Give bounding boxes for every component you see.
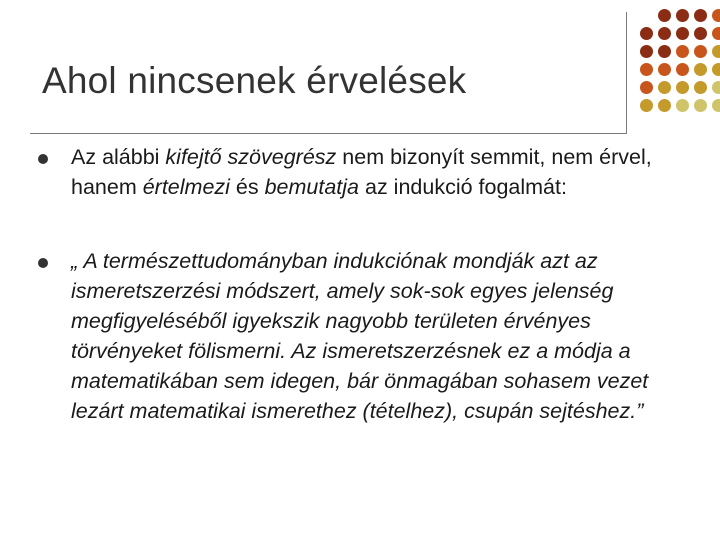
decorative-dot (712, 99, 720, 112)
decorative-dot (658, 27, 671, 40)
text-segment: nem bizonyít semmit, nem érvel, hanem (71, 145, 652, 199)
decorative-dot (658, 99, 671, 112)
italic-segment: értelmezi (142, 175, 230, 199)
decorative-dot (694, 63, 707, 76)
decorative-dot (712, 63, 720, 76)
text-segment: az indukció fogalmát: (359, 175, 567, 199)
italic-segment: bemutatja (264, 175, 360, 199)
bullet-point-icon (38, 258, 48, 268)
bullet-text-1 (71, 142, 683, 202)
decorative-dot (676, 9, 689, 22)
decorative-dot (640, 81, 653, 94)
vertical-divider-line (626, 12, 627, 133)
decorative-dot (676, 45, 689, 58)
decorative-dot (676, 27, 689, 40)
decorative-dot (694, 99, 707, 112)
decorative-dot (658, 63, 671, 76)
decorative-dot (694, 27, 707, 40)
bullet-point-icon (38, 154, 48, 164)
decorative-dot (712, 81, 720, 94)
decorative-dot (712, 45, 720, 58)
italic-segment: kifejtő szövegrész (165, 145, 337, 169)
decorative-dot (658, 9, 671, 22)
decorative-dot (694, 9, 707, 22)
horizontal-divider-line (30, 133, 627, 134)
text-segment: és (229, 175, 265, 199)
decorative-dot (640, 63, 653, 76)
slide-title: Ahol nincsenek érvelések (42, 60, 467, 101)
decorative-dot (694, 45, 707, 58)
decorative-dot (658, 81, 671, 94)
bullet-text-2-quote: „ A természettudományban indukciónak mondják azt az ismeretszerzési módszert, amely sok-sok egyes jelenség megfigyeléséből igyekszik nagyobb területen érvényes törvényeket fölismerni. Az ismeretszerzésnek ez a módja a matematikában sem idegen, bár önmagában sohasem vezet lezárt matematikai ismerethez (tételhez), csupán sejtéshez.” (71, 249, 649, 423)
decorative-dot (640, 45, 653, 58)
decorative-dot (640, 99, 653, 112)
decorative-dot (676, 99, 689, 112)
decorative-dot (712, 9, 720, 22)
decorative-dot (640, 27, 653, 40)
decorative-dot (676, 81, 689, 94)
decorative-dot (658, 45, 671, 58)
text-segment: Az alábbi (71, 145, 166, 169)
decorative-dot (676, 63, 689, 76)
decorative-dot (712, 27, 720, 40)
decorative-dot (694, 81, 707, 94)
